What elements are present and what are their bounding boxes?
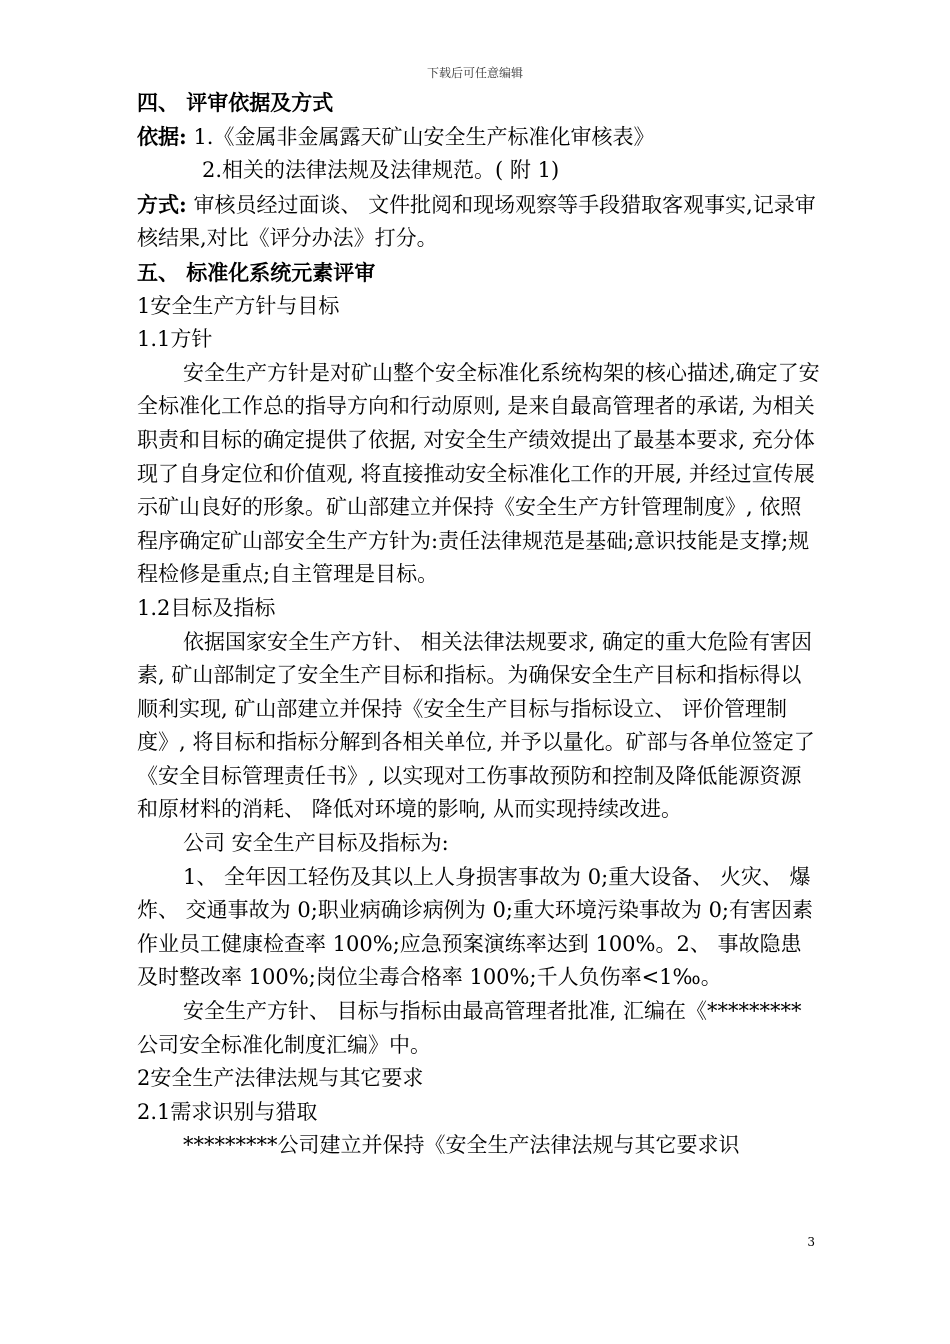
basis-item-2: 2.相关的法律法规及法律规范。( 附 1) (202, 158, 560, 183)
heading-2: 2安全生产法律法规与其它要求 (137, 1066, 424, 1091)
heading-1-2: 1.2目标及指标 (137, 595, 276, 620)
section-5-title: 五、 标准化系统元素评审 (137, 259, 376, 285)
heading-1: 1安全生产方针与目标 (137, 293, 340, 318)
heading-1-1: 1.1方针 (137, 327, 213, 352)
basis-label: 依据: (137, 123, 187, 149)
page-header: 下载后可任意编辑 (426, 66, 523, 80)
document-body (137, 86, 820, 1163)
page-number: 3 (807, 1235, 815, 1249)
basis-item-1: 1.《金属非金属露天矿山安全生产标准化审核表》 (186, 124, 655, 149)
paragraph-approval: 安全生产方针、 目标与指标由最高管理者批准, 汇编在《*********公司安全标准化制度汇编》中。 (137, 999, 802, 1057)
paragraph-target-list: 1、 全年因工轻伤及其以上人身损害事故为 0;重大设备、 火灾、 爆炸、 交通事故为 0;职业病确诊病例为 0;重大环境污染事故为 0;有害因素作业员工健康检查率 100%;应急预案演练率达到 100%。2、 事故隐患及时整改率 100%;岗位尘毒合格率 100%;千人负伤率<1‰。 (137, 864, 814, 990)
paragraph-company-targets-intro: 公司 安全生产目标及指标为: (183, 831, 449, 856)
heading-2-1: 2.1需求识别与猎取 (137, 1099, 318, 1124)
method-text: 审核员经过面谈、 文件批阅和现场观察等手段猎取客观事实,记录审核结果,对比《评分办法》打分。 (137, 192, 816, 251)
method-label: 方式: (137, 191, 187, 217)
method-paragraph (137, 188, 820, 256)
paragraph-requirements: *********公司建立并保持《安全生产法律法规与其它要求识 (183, 1133, 740, 1158)
basis-line (137, 120, 820, 155)
paragraph-policy: 安全生产方针是对矿山整个安全标准化系统构架的核心描述,确定了安全标准化工作总的指导方向和行动原则, 是来自最高管理者的承诺, 为相关职责和目标的确定提供了依据, 对安全生产绩效提出了最基本要求, 充分体现了自身定位和价值观, 将直接推动安全标准化工作的开展, 并经过宣传展示矿山良好的形象。矿山部建立并保持《安全生产方针管理制度》, 依照程序确定矿山部安全生产方针为:责任法律规范是基础;意识技能是支撑;规程检修是重点;自主管理是目标。 (137, 360, 820, 587)
paragraph-targets: 依据国家安全生产方针、 相关法律法规要求, 确定的重大危险有害因素, 矿山部制定了安全生产目标和指标。为确保安全生产目标和指标得以顺利实现, 矿山部建立并保持《安全生产目标与指标设立、 评价管理制度》, 将目标和指标分解到各相关单位, 并予以量化。矿部与各单位签定了《安全目标管理责任书》, 以实现对工伤事故预防和控制及降低能源资源和原材料的消耗、 降低对环境的影响, 从而实现持续改进。 (137, 629, 815, 822)
section-4-title: 四、 评审依据及方式 (137, 90, 334, 115)
